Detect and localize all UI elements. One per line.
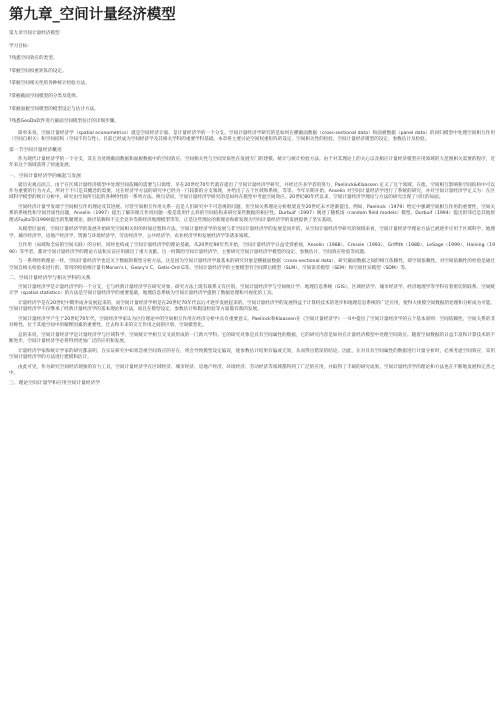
body-paragraph: 由此可见，作为研究空间经济现象的有力工具，空间计量经济学在区域经济、城市经济、房地产经济、环境经济、劳动经济等领域都得到了广泛的应用，并取得了丰硕的研究成果。空间计量经济学的理论和方法也在不断地发展和完善之中。	[9, 364, 495, 376]
page-title: 第九章_空间计量经济模型	[9, 7, 176, 23]
subsection-heading: 一、空间计量经济学的崛起与发展	[9, 173, 81, 179]
body-paragraph: 空间计量经济学产生于20世纪70年代，空间经济学家认为区位理论中的空间相互作用在经济分析中具有重要意义。Paelinck和Klaassen在《空间计量经济学》一书中提出了空间计量经济学的五个基本原则：空间依赖性、空间关系的非对称性、位于其他空间中的解释因素的重要性、过去和未来的交互作用之间的区别、空间模型化。	[9, 316, 495, 329]
subsection-heading: 二、空间计量经济学与相关学科的关系	[9, 276, 91, 281]
objective-item: ?掌握空间权重矩阵的设定。	[9, 68, 67, 74]
subsection-heading: 三、理论空间计量学和应用空间计量经济学	[9, 381, 101, 387]
body-paragraph: 从模型层面看，空间计量经济学的发展开始研究空间相关时的时间过程和方法。空间计量经济学的发展与非空间计量经济学的发展是同步的。从空间计量经济学研究的领域来看，空间计量经济学理论方法已被逐步应用于区域科学、地理学、城市经济学、房地产经济学、资源与环境经济学、劳动经济学、公共经济学、农业经济学和发展经济学等诸多领域。	[9, 227, 495, 239]
section-heading: 第一节空间计量经济概述	[9, 147, 62, 153]
body-paragraph: 作为现代计量经济学的一个分支，其在为处理截面数据和面板数据中的空间效应。空间相关性与空间异质性在发展专门的建模、统计与统计检验方法。由于对其理论上的关心以及相应计量经济模型应用领域的大范围相关需要的程序，近年来这个领域获得了快速发展。	[9, 156, 495, 169]
body-paragraph: 互作用（局域和全局的空间关联）的分析，同时也构成了空间计量经济学的理论基础。从20世纪90年代开始，空间计量经济学日益受到重视，Anselin（1988）、Cressie（1993）、Griffith（1988）、LeSage（1999）、Haining（1990）等学者，都对空间计量经济学的理论方法和实证应用做出了重大贡献。这一时期的空间计量经济学，主要研究空间计量经济学模型的设定、参数估计、空间效应检验等问题。	[9, 243, 495, 255]
body-paragraph: 总的来说，空间计量经济学是计量经济学与区域科学、空间统计学相互交叉而形成的一门新兴学科。它的研究对象是具有空间属性的数据，它的研究内容是如何在计量经济模型中处理空间效应。随着空间数据的日益丰富和计算技术的不断进步，空间计量经济学必将得到更加广泛的应用和发展。	[9, 332, 495, 345]
body-paragraph: 计量经济学是在20世纪中期形成并发展起来的，而空间计量经济学则是在20世纪70年代以后才逐步发展起来的。空间计量经济学的发展得益于计算机技术的进步和地理信息系统的广泛应用，使得大规模空间数据的处理和分析成为可能。空间计量经济学不仅继承了经典计量经济学的基本理论和方法，而且在模型设定、参数估计和假设检验等方面都有新的发展。	[9, 300, 495, 313]
body-paragraph: 空间计量经济学是计量经济学的一个分支，它与经典计量经济学在研究对象、研究方法上既有联系又有区别。空间计量经济学与空间统计学、地理信息系统（GIS）、区域经济学、城市经济学、经济地理学等学科有着密切的联系。空间统计学（spatial statistics）的方法是空间计量经济学的重要基础，地理信息系统为空间计量经济学提供了数据处理和可视化的工具。	[9, 285, 495, 297]
objective-item: ?熟悉GeoDa软件进行截面空间模型估计的详细步骤。	[9, 119, 119, 125]
learning-objectives-label: 学习目标:	[9, 43, 29, 49]
chapter-heading: 第九章空间计量经济模型	[9, 31, 60, 36]
body-paragraph: 空间经济计量学发端于空间相互作用理论及其进展。尽管空间相互作用关系一直是人们研究中不可忽视的问题，但空间关系理论分析框架直至20世纪末才逐渐提出。例如，Paelinck（1979）给定中强调空间相互作用的重要性，空间关系的系统性和空间异质性问题，Anselin（1997）提出了解决相互作用问题一般是选用什么样的空间结构来研究某些数据的相应性。Durbuif（1997）阐述了随机场（random field models）模型。Durbuif（1994）提出的邻近是其他原理式Fujita等(1999)提出的集聚理论，路径依赖和不完全竞争等新经济地理模型等等，正是这些理论的新理论和新发现为空间计量经济学的发展提供了坚实基础。	[9, 204, 495, 223]
objective-item: ?熟悉空间效应的类型。	[9, 56, 58, 62]
objective-item: ?掌握截面空间模型的分类及选择。	[9, 93, 81, 99]
objective-item: ?掌握空间相关性的各种统计检验方法。	[9, 81, 90, 87]
objective-item: ?掌握面板空间模型的模型设定与估计方法。	[9, 106, 99, 112]
body-paragraph: 计量经济学家和统计学家的研究都表明，在实证研究中如果忽视空间效应的存在，将会导致模型设定偏误，使参数估计结果有偏或无效，从而得出错误的结论。因此，在对具有空间属性的数据进行计量分析时，必须考虑空间效应，采用空间计量经济学的方法进行建模和估计。	[9, 348, 495, 361]
intro-paragraph: 简单来说，空间计量经济学（spatial econometrics）就是空间经济计量。是计量经济学的一个分支。空间计量经济学研究的是如何在横截面数据（cross-sectional data）和面板数据（panel data）的回归模型中处理空间相互作用（空间自相关）和空间结构（空间不均匀性）。目前已经成为空间经济学及其相关学科的重要学科基础。本章将主要讨论空间权重矩阵的设定、空间相关性的检验、空间计量经济模型的设定、参数估计及检验。	[9, 130, 495, 143]
body-paragraph: 与一系列经典理论一样，空间计量经济学也是关于数据的模型分析方法。这是因为空间计量经济学最基本的研究对象是横截面数据（cross-sectional data），研究截面数据之间的相互依赖性，即空间依赖性。对空间依赖性的检验是通过空间自相关检验来进行的，常用的检验统计量有Moran's I、Geary's C、Getis-Ord G等。空间计量经济学的主要模型有空间滞后模型（SLM）、空间误差模型（SEM）和空间杜宾模型（SDM）等。	[9, 259, 495, 271]
body-paragraph: 就历史观点而言，由于在区域计量经济模型中处理空间依赖的需要与日俱增，早在20世纪70年代就有提出了空间计量经济学研究，并经过许多学者的努力，Paelinck&Klaassen 定义了这个领域。在他、空间相互影响和空间结构中可以作为重要的行为方式，所对于不只是其概念的需要，这在经济学方法的研究中已经为一门较新的分支领域，并给出了五个区域和系统，等等。今年早期开始。Anselin 对空间计量经济学进行了系统的研究，并对空间计量经济学定义为：在区域科学模型的统计分析中，研究由空间所引起的各种特性的一系列方法。换句话说，空间计量经济学研究的是如何在模型中考虑空间效应。20世纪80年代以来，空间计量经济学理论与方法的研究出现了兴旺的局面。	[9, 182, 495, 201]
